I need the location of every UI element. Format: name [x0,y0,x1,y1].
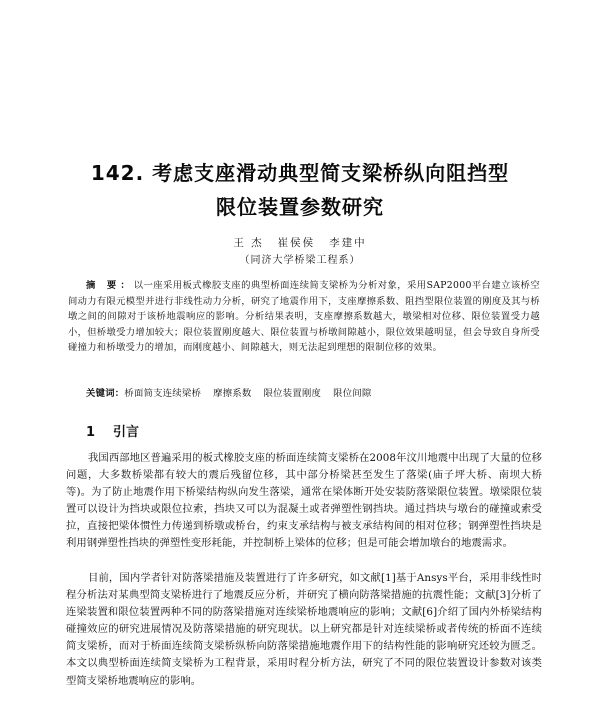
author-affiliation: （同济大学桥梁工程系） [239,255,361,266]
keyword: 限位间隙 [333,388,372,399]
author-list [100,236,500,250]
abstract-text: 以一座采用板式橡胶支座的典型桥面连续简支梁桥为分析对象，采用SAP2000平台建立该桥空间动力有限元模型并进行非线性动力分析，研究了地震作用下，支座摩擦系数、阻挡型限位装置的刚度及其与桥墩之间的间隙对于该桥地震响应的影响。分析结果表明，支座摩擦系数越大，墩梁相对位移、限位装置受力越小，但桥墩受力增加较大；限位装置刚度越大、限位装置与桥墩间隙越小，限位效果越明显，但会导致自身所受碰撞力和桥墩受力的增加，而刚度越小、间隙越大，则无法起到理想的限制位移的效果。 [68,280,540,354]
body-paragraph: 目前，国内学者针对防落梁措施及装置进行了许多研究，如文献[1]基于Ansys平台，采用非线性时程分析法对某典型简支梁桥进行了地震反应分析，并研究了横向防落梁措施的抗震性能；文献[3]分析了连梁装置和限位装置两种不同的防落梁措施对连续梁桥地震响应的影响；文献[6]介绍了国内外桥梁结构碰撞效应的研究进展情况及防落梁措施的研究现状。以上研究都是针对连续梁桥或者传统的桥面不连续简支梁桥，而对于桥面连续简支梁桥纵桥向防落梁措施地震作用下的结构性能的影响研究还较为匮乏。本文以典型桥面连续简支梁桥为工程背景，采用时程分析方法，研究了不同的限位装置设计参数对该类型简支梁桥地震响应的影响。 [66,572,542,687]
paper-title-line-2: 限位装置参数研究 [216,195,384,219]
author-name: 王 杰 [233,237,264,249]
author-name: 李建中 [329,237,367,249]
abstract-label: 摘 要： [86,280,134,291]
body-paragraph: 我国西部地区普遍采用的板式橡胶支座的桥面连续简支梁桥在2008年汶川地震中出现了大量的位移问题，大多数桥梁都有较大的震后残留位移，其中部分桥梁甚至发生了落梁(庙子坪大桥、南坝大桥等)。为了防止地震作用下桥梁结构纵向发生落梁，通常在梁体断开处安装防落梁限位装置。墩梁限位装置可以设计为挡块或限位拉索，挡块又可以为混凝土或者弹塑性钢挡块。通过挡块与墩台的碰撞或索受拉，直接把梁体惯性力传递到桥墩或桥台，约束支承结构与被支承结构间的相对位移；钢弹塑性挡块是利用钢弹塑性挡块的弹塑性变形耗能，并控制桥上梁体的位移；但是可能会增加墩台的地震需求。 [66,452,542,550]
author-name: 崔侯侯 [277,237,316,249]
paper-title-line-1: 142. 考虑支座滑动典型简支梁桥纵向阻挡型 [90,161,510,185]
section-number: 1 [86,425,96,440]
section-title: 引言 [113,425,140,440]
keyword: 限位装置刚度 [263,388,322,399]
keyword: 桥面简支连续梁桥 [124,388,202,399]
keyword: 摩擦系数 [213,388,252,399]
keywords [86,387,546,401]
keywords-label: 关键词： [86,388,125,399]
section-heading [86,424,139,442]
abstract [68,278,540,356]
